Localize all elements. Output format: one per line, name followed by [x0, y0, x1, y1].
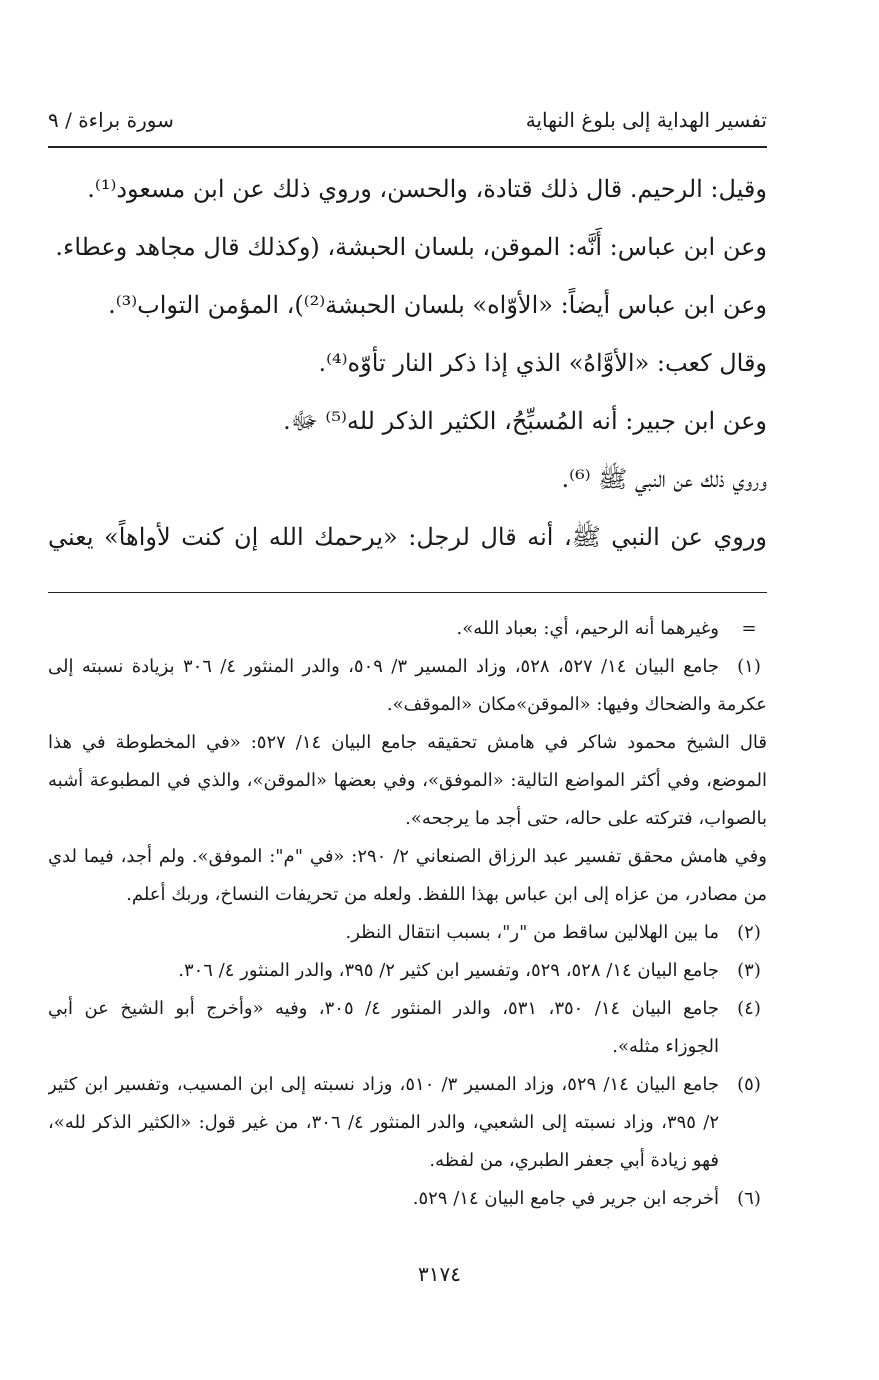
footnote-line: جامع البيان ١٤/ ٥٢٧، ٥٢٨، وزاد المسير ٣/ ٥٠٩، والدر المنثور ٤/ ٣٠٦ بزيادة نسبته إلى: [48, 656, 719, 677]
footnote-line: جامع البيان ١٤/ ٥٢٨، ٥٢٩، وتفسير ابن كثير ٢/ ٣٩٥، والدر المنثور ٤/ ٣٠٦.: [178, 960, 719, 981]
main-line: وعن ابن جبير: أنه المُسبِّحُ، الكثير الذكر لله⁽⁵⁾ ﷻ.: [283, 407, 767, 435]
footnote-mark: (٣): [737, 960, 761, 981]
main-text: [48, 160, 767, 566]
footnote-line: قال الشيخ محمود شاكر في هامش تحقيقه جامع البيان ١٤/ ٥٢٧: «في المخطوطة في هذا: [48, 732, 767, 753]
surah-page-label: سورة براءة / ٩: [48, 108, 174, 132]
main-line: وروي ذلك عن النبي ﷺ ⁽⁶⁾.: [561, 465, 767, 493]
main-line: وروي عن النبي ﷺ، أنه قال لرجل: «يرحمك الله إن كنت لأواهاً» يعني: [48, 523, 767, 551]
footnote: [48, 1180, 767, 1218]
page-number: ٣١٧٤: [418, 1262, 461, 1286]
footnote-line: عكرمة والضحاك وفيها: «الموقن»مكان «الموقف».: [386, 694, 767, 715]
footnote-line: جامع البيان ١٤/ ٥٢٩، وزاد المسير ٣/ ٥١٠، وزاد نسبته إلى ابن المسيب، وتفسير ابن كثير: [48, 1074, 719, 1095]
footnote: [48, 990, 767, 1066]
main-line: وعن ابن عباس أيضاً: «الأوّاه» بلسان الحبشة⁽²⁾)، المؤمن التواب⁽³⁾.: [108, 291, 767, 319]
footnote: [48, 952, 767, 990]
footnote-line: من مصادر، من عزاه إلى ابن عباس بهذا اللفظ. ولعله من تحريفات النساخ، وربك أعلم.: [126, 884, 767, 905]
footnote-line: الجوزاء مثله».: [612, 1036, 719, 1057]
footnotes: [48, 610, 767, 1218]
footnote-mark: =: [741, 618, 757, 639]
footnote-rule: [48, 592, 767, 593]
running-header: [48, 102, 767, 142]
footnote-line: الموضع، وفي أكثر المواضع التالية: «الموفق»، وفي بعضها «الموقن»، والذي في المطبوعة أشبه: [48, 770, 767, 791]
footnote-line: بالصواب، فتركته على حاله، حتى أجد ما يرجحه».: [405, 808, 767, 829]
footnote: [48, 914, 767, 952]
footnote-mark: (٥): [737, 1074, 761, 1095]
footnote-mark: (٢): [737, 922, 761, 943]
footnote-line: أخرجه ابن جرير في جامع البيان ١٤/ ٥٢٩.: [412, 1188, 719, 1209]
main-line: وعن ابن عباس: أَنَّه: الموقن، بلسان الحبشة، (وكذلك قال مجاهد وعطاء.: [55, 233, 767, 261]
footnote-line: فهو زيادة أبي جعفر الطبري، من لفظه.: [429, 1150, 719, 1171]
footnote-mark: (١): [737, 656, 761, 677]
footnote-line: ٢/ ٣٩٥، وزاد نسبته إلى الشعبي، والدر المنثور ٤/ ٣٠٦، من غير قول: «الكثير الذكر لله»،: [48, 1112, 719, 1133]
footnote-line: ما بين الهلالين ساقط من "ر"، بسبب انتقال النظر.: [345, 922, 719, 943]
footnote: [48, 610, 767, 648]
book-title: تفسير الهداية إلى بلوغ النهاية: [525, 108, 767, 132]
main-line: وقيل: الرحيم. قال ذلك قتادة، والحسن، وروي ذلك عن ابن مسعود⁽¹⁾.: [87, 175, 767, 203]
footnote-line: وفي هامش محقق تفسير عبد الرزاق الصنعاني ٢/ ٢٩٠: «في "م": الموفق». ولم أجد، فيما لدي: [48, 846, 767, 867]
header-rule: [48, 146, 767, 148]
footnote-line: وغيرهما أنه الرحيم، أي: بعباد الله».: [456, 618, 719, 639]
footnote-continuation: [48, 686, 767, 724]
footnote: [48, 1066, 767, 1180]
footnote: [48, 648, 767, 686]
footnote-paragraph: [48, 724, 767, 838]
main-line: وقال كعب: «الأوَّاهُ» الذي إذا ذكر النار تأوّه⁽⁴⁾.: [318, 349, 767, 377]
footnote-mark: (٤): [737, 998, 761, 1019]
footnote-mark: (٦): [737, 1188, 761, 1209]
footnote-line: جامع البيان ١٤/ ٣٥٠، ٥٣١، والدر المنثور ٤/ ٣٠٥، وفيه «وأخرج أبو الشيخ عن أبي: [48, 998, 719, 1019]
footnote-paragraph: [48, 838, 767, 914]
